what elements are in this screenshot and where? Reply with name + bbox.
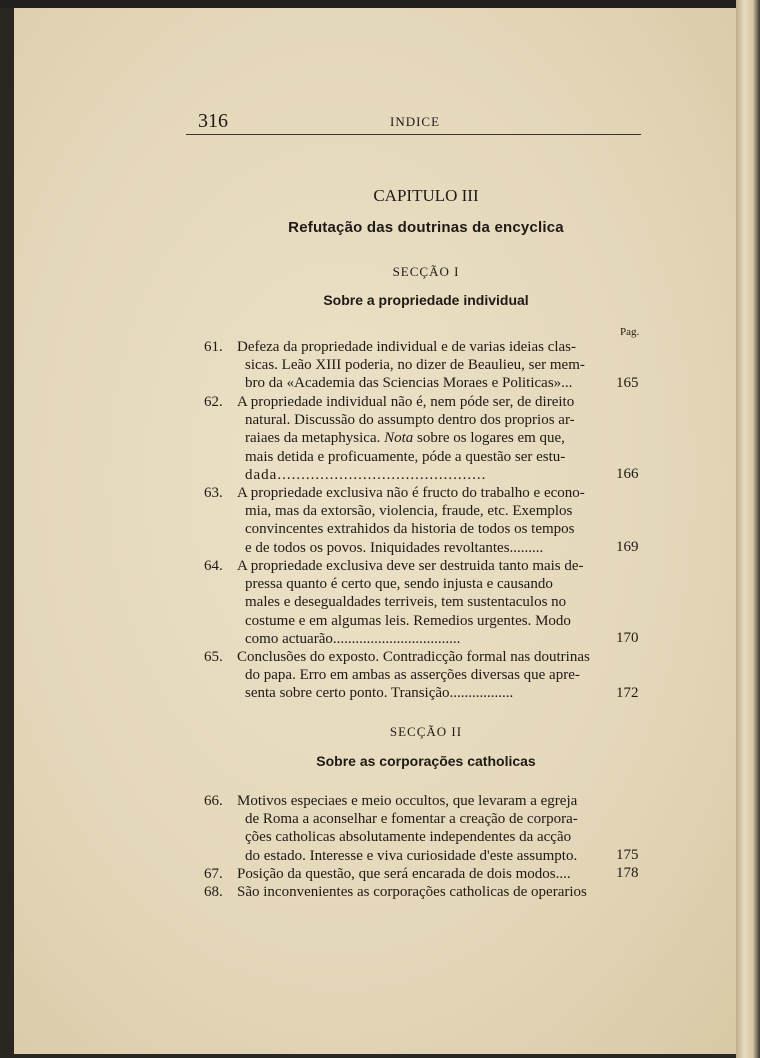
toc-entry	[204, 792, 612, 865]
entry-line: 61. Defeza da propriedade individual e de varias ideias clas-	[204, 339, 577, 355]
chapter-subtitle: Refutação das doutrinas da encyclica	[288, 219, 564, 236]
entry-number: 63.	[204, 485, 223, 501]
entry-line: dada............................................	[245, 466, 487, 483]
header-rule	[186, 134, 641, 136]
entry-number: 62.	[204, 394, 223, 410]
italic-word: Nota	[384, 430, 414, 447]
book-page	[14, 8, 736, 1054]
entry-number: 66.	[204, 793, 223, 809]
entry-page-ref: 165	[616, 375, 639, 391]
entry-line: 68. São inconvenientes as corporações catholicas de operarios	[204, 884, 587, 900]
toc-entry	[204, 648, 612, 703]
entry-number: 64.	[204, 558, 223, 574]
toc-entry	[204, 883, 612, 901]
page-number: 316	[198, 110, 228, 132]
top-edge	[0, 0, 760, 8]
entry-line: sicas. Leão XIII poderia, no dizer de Beaulieu, ser mem-	[245, 357, 585, 374]
entry-page-ref: 175	[616, 847, 639, 863]
entry-page-ref: 178	[616, 865, 639, 881]
toc-entry	[204, 557, 612, 648]
entry-line: senta sobre certo ponto. Transição.................	[245, 685, 514, 702]
entry-number: 68.	[204, 884, 223, 900]
book-spine-edge	[736, 0, 760, 1058]
entry-number: 67.	[204, 866, 223, 882]
entry-line: convincentes extrahidos da historia de todos os tempos	[245, 521, 575, 538]
entry-line: 64. A propriedade exclusiva deve ser destruida tanto mais de-	[204, 558, 584, 574]
entry-line: 66. Motivos especiaes e meio occultos, que levaram a egreja	[204, 793, 578, 809]
entry-line: 67. Posição da questão, que será encarada de dois modos....	[204, 866, 571, 882]
section-subtitle: Sobre a propriedade individual	[323, 292, 529, 308]
toc-entry	[204, 484, 612, 557]
entry-line: costume e em algumas leis. Remedios urgentes. Modo	[245, 612, 571, 629]
entry-line: 65. Conclusões do exposto. Contradicção formal nas doutrinas	[204, 649, 590, 665]
entry-line: mais detida e proficuamente, póde a questão ser estu-	[245, 448, 566, 465]
toc-entry	[204, 338, 612, 393]
entry-line: como actuarão..................................	[245, 630, 461, 647]
entry-line: 63. A propriedade exclusiva não é fructo do trabalho e econo-	[204, 485, 585, 501]
section-subtitle: Sobre as corporações catholicas	[316, 753, 536, 769]
toc-entry	[204, 865, 612, 883]
running-head	[14, 104, 736, 134]
entry-line: do estado. Interesse e viva curiosidade d'este assumpto.	[245, 847, 578, 864]
page-column-label: Pag.	[620, 326, 640, 338]
entry-page-ref: 169	[616, 539, 639, 555]
entry-line: de Roma a aconselhar e fomentar a creação de corpora-	[245, 811, 578, 828]
entry-number: 65.	[204, 649, 223, 665]
entry-page-ref: 170	[616, 630, 639, 646]
chapter-title: CAPITULO III	[373, 186, 479, 205]
entry-line: do papa. Erro em ambas as asserções diversas que apre-	[245, 667, 580, 684]
entry-line: 62. A propriedade individual não é, nem póde ser, de direito	[204, 394, 575, 410]
entry-page-ref: 172	[616, 685, 639, 701]
entry-line: mia, mas da extorsão, violencia, fraude, etc. Exemplos	[245, 503, 573, 520]
entry-line: natural. Discussão do assumpto dentro dos proprios ar-	[245, 412, 575, 429]
entry-number: 61.	[204, 339, 223, 355]
entry-line: bro da «Academia das Sciencias Moraes e Politicas»...	[245, 375, 573, 392]
entry-line: e de todos os povos. Iniquidades revoltantes.........	[245, 539, 544, 556]
entry-line: ções catholicas absolutamente independentes da acção	[245, 829, 572, 846]
entry-line: pressa quanto é certo que, sendo injusta e causando	[245, 576, 553, 593]
entry-page-ref: 166	[616, 466, 639, 482]
toc-entry	[204, 393, 612, 484]
section-title: SECÇÃO II	[389, 724, 463, 739]
running-title: INDICE	[390, 114, 441, 129]
entry-line: raiaes da metaphysica. Nota sobre os logares em que,	[245, 430, 565, 447]
section-title: SECÇÃO I	[392, 264, 460, 279]
entry-line: males e desegualdades terriveis, tem sustentaculos no	[245, 594, 567, 611]
